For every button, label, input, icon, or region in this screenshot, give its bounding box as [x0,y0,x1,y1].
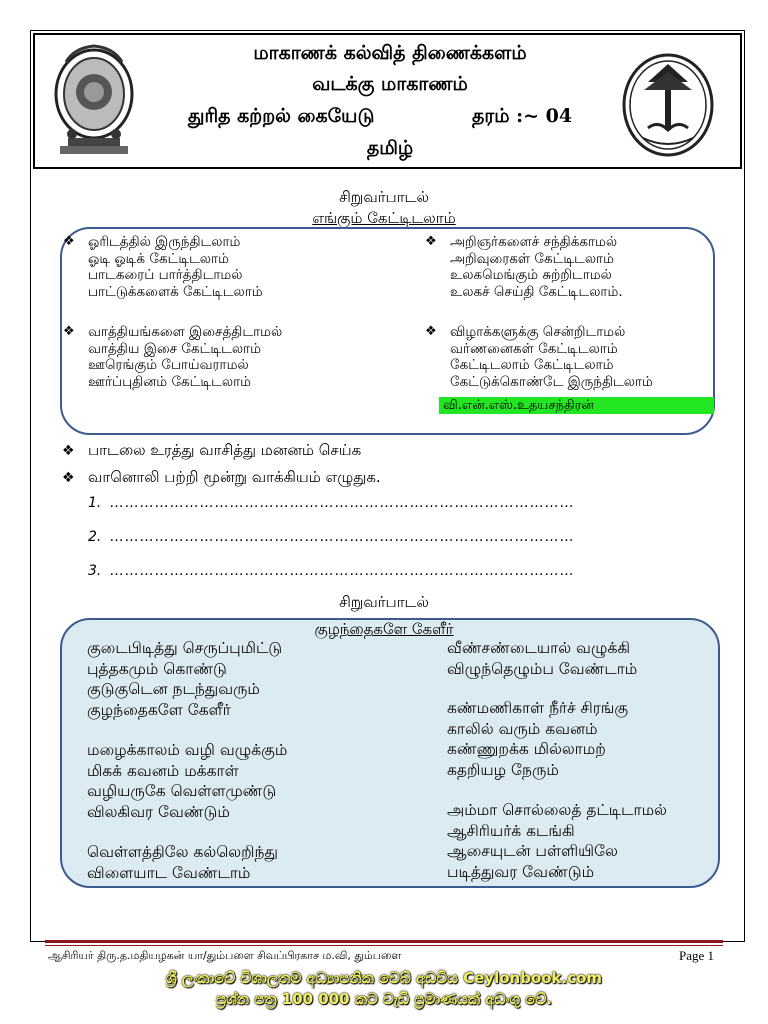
bullet-icon: ❖ [63,324,75,339]
stanza-line: குடுகுடென நடந்துவரும் [87,680,260,698]
province-emblem-icon [618,50,718,160]
poet-name: வி.என்.எஸ்.உதயசந்திரன் [439,397,714,414]
song1-stanza-3 [88,324,282,390]
bullet-icon: ❖ [63,234,75,249]
stanza-line: வெள்ளத்திலே கல்லெறிந்து [87,843,278,861]
stanza-line: குழந்தைகளே கேளீர் [87,700,231,719]
stanza-line: புத்தகமும் கொண்டு [87,659,227,678]
song2-right-stanza-1 [447,638,637,679]
stanza-line: ஓடி ஓடிக் கேட்டிடலாம் [88,250,229,267]
song2-left-stanza-3 [87,842,278,883]
stanza-line: வாத்திய இசை கேட்டிடலாம் [88,340,261,357]
stanza-line: வர்ணனைகள் கேட்டிடலாம் [450,340,618,357]
task-memorize: பாடலை உரத்து வாசித்து மனனம் செய்க [88,441,362,459]
handbook-title: துரித கற்றல் கையேடு [188,105,375,127]
watermark-banner-line-2: ප්‍රශ්න පත්‍ර 100 000 කට වැඩි ප්‍රමාණයක් අඩංගු වේ. [215,990,553,1008]
stanza-line: படித்துவர வேண்டும் [447,862,595,881]
song2-right-stanza-3 [447,800,667,882]
answer-line-2 [88,529,718,545]
bullet-icon: ❖ [62,470,75,486]
stanza-line: மழைக்காலம் வழி வழுக்கும் [87,741,288,759]
song1-stanza-1 [88,234,263,300]
answer-number: 1. [88,495,102,511]
subject-title: தமிழ் [366,137,414,159]
bullet-icon: ❖ [425,234,437,249]
song-title-1: எங்கும் கேட்டிடலாம் [312,209,456,227]
song2-left-stanza-2 [87,740,287,822]
footer-author: ஆசிரியர் திரு.த.மதியழகன் யா/தும்பளை சிவப்பிரகாச ம.வி, தும்பளை [48,949,402,962]
stanza-line: ஊரெங்கும் போய்வராமல் [88,357,249,373]
stanza-line: ஆசிரியர்க் கடங்கி [447,821,575,840]
song2-left-stanza-1 [87,638,282,720]
task-write: வானொலி பற்றி மூன்று வாக்கியம் எழுதுக. [88,468,381,486]
province-title: வடக்கு மாகாணம் [312,73,468,95]
stanza-line: வழியருகே வெள்ளமுண்டு [87,782,277,800]
stanza-line: கதறியழ நேரும் [447,760,559,779]
bullet-icon: ❖ [62,443,75,459]
answer-line-1 [88,495,718,511]
stanza-line: விழாக்களுக்கு சென்றிடாமல் [450,324,626,340]
song1-stanza-4 [450,324,653,390]
bullet-icon: ❖ [425,324,437,339]
answer-line-3 [88,563,718,579]
stanza-line: கண்ணுறக்க மில்லாமற் [447,740,606,758]
stanza-line: பாட்டுக்களைக் கேட்டிடலாம் [88,283,263,300]
stanza-line: குடைபிடித்து செருப்புமிட்டு [87,639,283,657]
stanza-line: மிகக் கவனம் மக்காள் [87,761,239,780]
grade-label: தரம் :~ 04 [472,105,573,127]
footer-rule [45,940,723,943]
stanza-line: உலகமெங்கும் சுற்றிடாமல் [450,267,612,283]
song2-right-stanza-2 [447,698,628,780]
stanza-line: ஓரிடத்தில் இருந்திடலாம் [88,234,241,250]
stanza-line: காலில் வரும் கவனம் [447,719,598,738]
stanza-line: வாத்தியங்களை இசைத்திடாமல் [88,324,283,340]
state-emblem-icon [44,42,144,162]
stanza-line: விழுந்தெழும்ப வேண்டாம் [447,659,638,678]
stanza-line: கண்மணிகாள் நீர்ச் சிரங்கு [447,699,629,717]
stanza-line: கேட்டிடலாம் கேட்டிடலாம் [450,357,614,373]
stanza-line: விளையாட வேண்டாம் [87,863,251,882]
stanza-line: விலகிவர வேண்டும் [87,802,230,821]
department-title: மாகாணக் கல்வித் திணைக்களம் [253,42,527,64]
stanza-line: அம்மா சொல்லைத் தட்டிடாமல் [447,801,667,819]
stanza-line: அறிஞர்களைச் சந்திக்காமல் [450,234,618,250]
answer-number: 2. [88,529,102,545]
answer-number: 3. [88,563,102,579]
watermark-banner-line-1: ශ්‍රී ලංකාවේ විශාලතම අධ්‍යාපනික වෙබ් අඩවිය Ceylonbook.com [165,969,603,987]
section-title-1: சிறுவர்பாடல் [339,188,429,206]
stanza-line: அறிவுரைகள் கேட்டிடலாம் [450,250,614,267]
answer-dots: ………………………………………………………………………………… [110,495,575,511]
stanza-line: கேட்டுக்கொண்டே இருந்திடலாம் [450,373,653,390]
footer-rule-thin [45,945,723,946]
section-title-2: சிறுவர்பாடல் [339,593,429,611]
stanza-line: ஊர்ப்புதினம் கேட்டிடலாம் [88,373,252,390]
page-number: Page 1 [679,948,715,963]
stanza-line: உலகச் செய்தி கேட்டிடலாம். [450,283,623,300]
answer-dots: ………………………………………………………………………………… [110,563,575,579]
stanza-line: பாடகரைப் பார்த்திடாமல் [88,267,243,283]
song1-stanza-2 [450,234,623,300]
answer-dots: ………………………………………………………………………………… [110,529,575,545]
stanza-line: வீண்சண்டையால் வழுக்கி [447,639,631,657]
stanza-line: ஆசையுடன் பள்ளியிலே [447,842,618,860]
song-title-2: குழந்தைகளே கேளீர் [314,620,454,638]
